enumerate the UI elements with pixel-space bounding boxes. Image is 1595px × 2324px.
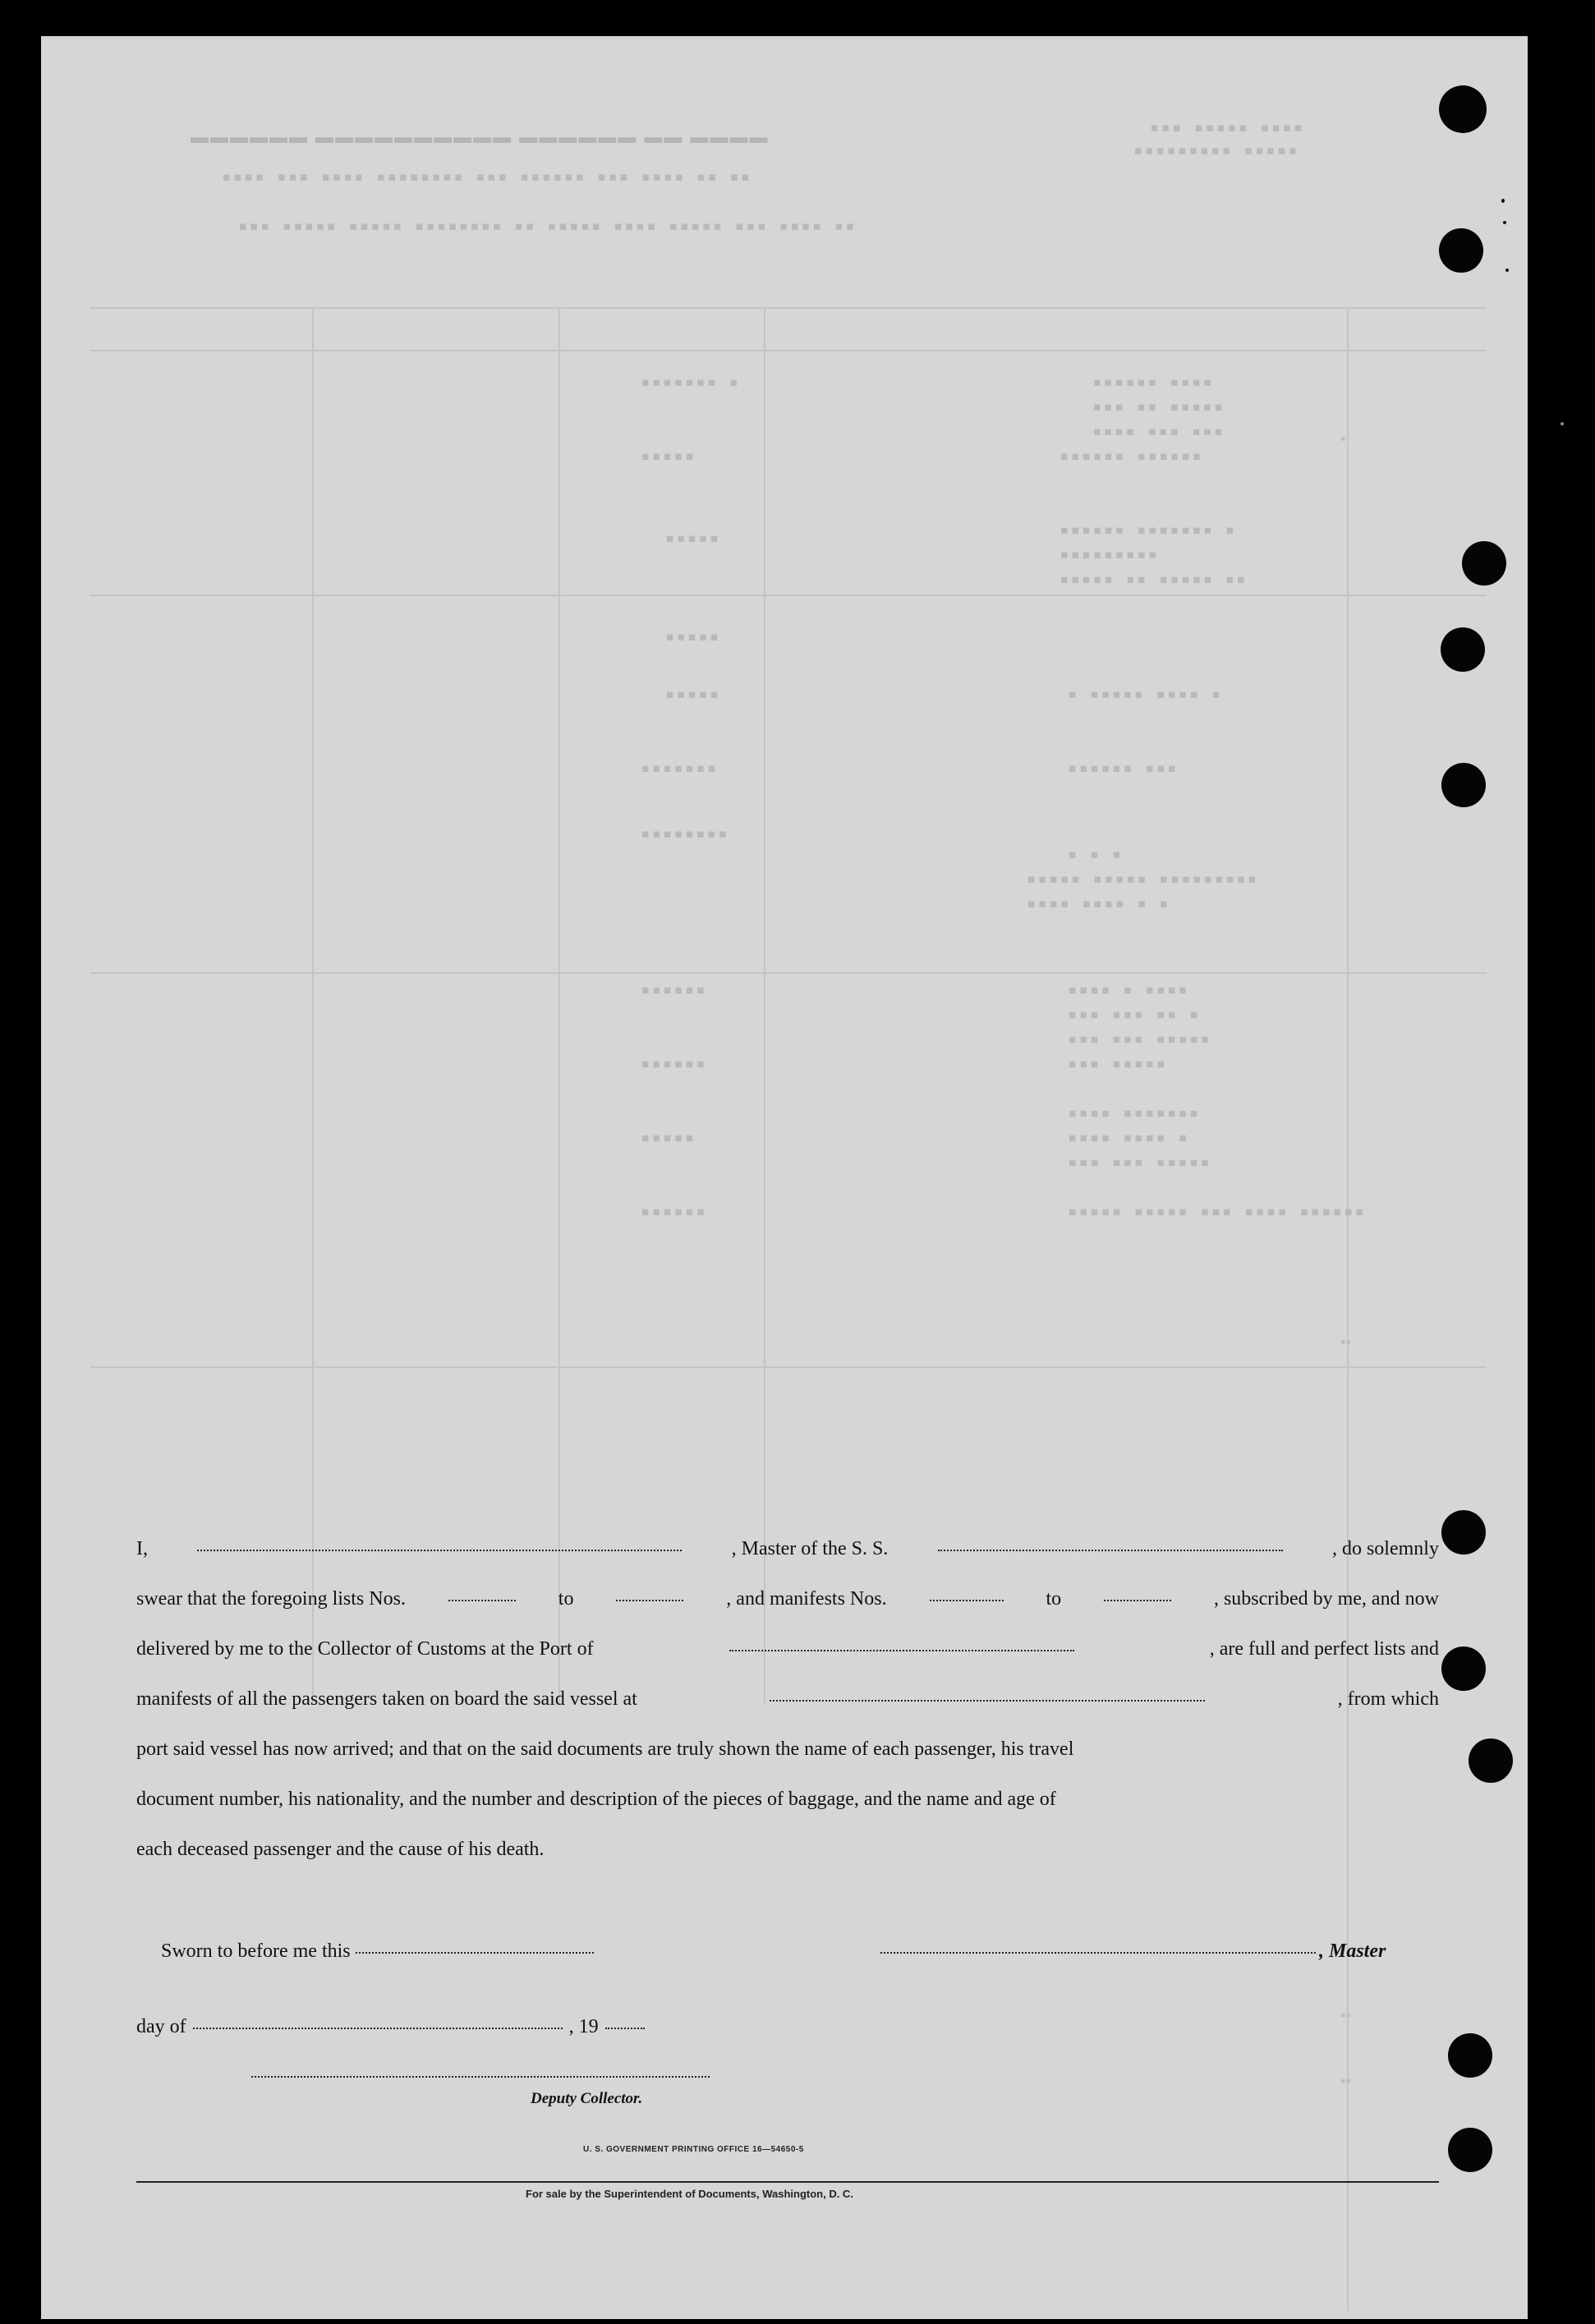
bleed-through-column <box>558 307 560 1703</box>
speck <box>1501 199 1505 203</box>
bleed-through-entry: ▪▪▪▪▪▪▪ <box>641 759 719 777</box>
bleed-through-header: ▪▪▪▪▪▪▪▪▪ ▪▪▪▪▪ <box>1133 141 1299 159</box>
oath-text: each deceased passenger and the cause of his death. <box>136 1839 545 1860</box>
oath-text: swear that the foregoing lists Nos. <box>136 1588 406 1610</box>
bleed-through-entry: ▪ ▪ ▪ <box>1068 845 1124 863</box>
bleed-through-header: ▪▪▪ ▪▪▪▪▪ ▪▪▪▪▪ ▪▪▪▪▪▪▪▪ ▪▪ ▪▪▪▪▪ ▪▪▪▪ ▪▪▪▪▪ ▪▪▪ ▪▪▪▪ ▪▪ <box>238 217 857 235</box>
oath-text: to <box>1046 1588 1062 1610</box>
bleed-through-entry: ▪▪▪▪▪ <box>665 529 721 547</box>
punch-hole <box>1469 1738 1513 1783</box>
oath-text: , do solemnly <box>1331 1538 1439 1559</box>
deputy-label: Deputy Collector. <box>531 2090 643 2107</box>
punch-hole <box>1462 541 1506 586</box>
bleed-through-entry: ▪▪▪▪▪ <box>641 447 696 465</box>
bleed-through-entry: ▪▪▪▪ ▪▪▪▪▪▪▪ <box>1068 1104 1201 1122</box>
bleed-through-rule <box>90 972 1487 974</box>
year-field[interactable] <box>605 2028 645 2029</box>
oath-line-2 <box>136 1589 1439 1609</box>
deputy-signature-field[interactable] <box>251 2076 710 2078</box>
oath-line-6 <box>136 1789 1439 1809</box>
vessel-name-field[interactable] <box>938 1550 1283 1551</box>
bleed-through-rule <box>90 1366 1487 1368</box>
sworn-date-field[interactable] <box>356 1952 594 1954</box>
oath-text: manifests of all the passengers taken on board the said vessel at <box>136 1688 637 1710</box>
bleed-through-entry: ▪▪▪▪▪ ▪▪▪▪▪ ▪▪▪ ▪▪▪▪ ▪▪▪▪▪▪ <box>1068 1202 1366 1220</box>
bleed-through-entry: ▪▪▪▪ ▪ ▪▪▪▪ <box>1068 981 1189 999</box>
footer-rule <box>136 2181 1439 2183</box>
punch-hole <box>1441 627 1485 672</box>
bleed-through-entry: ▪▪▪ ▪▪▪▪▪ <box>1068 1054 1167 1072</box>
bleed-through-entry: ▪▪▪▪▪▪ <box>641 981 707 999</box>
deputy-signature <box>251 2079 710 2106</box>
oath-text: document number, his nationality, and the number and description of the pieces of baggage, and the name and age of <box>136 1789 1056 1810</box>
punch-hole <box>1439 85 1487 133</box>
bleed-through-entry: ▪▪▪▪▪▪▪ ▪ <box>641 373 740 391</box>
bleed-through-rule <box>90 307 1487 309</box>
bleed-through-entry: ▪▪▪ ▪▪ ▪▪▪▪▪ <box>1092 397 1225 416</box>
bleed-through-entry: ▪ ▪▪▪▪▪ ▪▪▪▪ ▪ <box>1068 685 1223 703</box>
year-label: , 19 <box>568 2016 599 2037</box>
bleed-through-rule <box>90 595 1487 596</box>
punch-hole <box>1441 1647 1486 1691</box>
bleed-through-rule <box>90 350 1487 351</box>
oath-text: delivered by me to the Collector of Customs at the Port of <box>136 1638 594 1660</box>
master-signature-line <box>880 1941 1386 1961</box>
oath-line-3 <box>136 1639 1439 1659</box>
manifest-page <box>41 36 1528 2319</box>
bleed-through-entry: ▪▪▪▪▪▪ ▪▪▪▪ <box>1092 373 1214 391</box>
punch-hole <box>1448 2128 1492 2172</box>
bleed-through-entry: ▪▪▪▪▪ <box>665 627 721 645</box>
bleed-through-row-number: ▪▪ <box>1340 2007 1351 2023</box>
bleed-through-entry: ▪▪▪▪▪▪ ▪▪▪▪▪▪▪ ▪ <box>1060 521 1237 539</box>
punch-hole <box>1441 1510 1486 1555</box>
bleed-through-header: ▪▪▪ ▪▪▪▪▪ ▪▪▪▪ <box>1150 118 1305 136</box>
oath-text: I, <box>136 1538 148 1559</box>
port-field[interactable] <box>729 1650 1074 1651</box>
punch-hole <box>1439 228 1483 273</box>
lists-to-field[interactable] <box>616 1600 683 1601</box>
oath-line-5 <box>136 1739 1439 1759</box>
oath-line-7 <box>136 1839 1439 1859</box>
bleed-through-column <box>764 307 765 1703</box>
bleed-through-header: ▪▪▪▪ ▪▪▪ ▪▪▪▪ ▪▪▪▪▪▪▪▪ ▪▪▪ ▪▪▪▪▪▪ ▪▪▪ ▪▪▪▪ ▪▪ ▪▪ <box>222 168 752 186</box>
oath-text: , are full and perfect lists and <box>1209 1638 1439 1660</box>
manifests-to-field[interactable] <box>1104 1600 1171 1601</box>
bleed-through-entry: ▪▪▪ ▪▪▪ ▪▪▪▪▪ <box>1068 1030 1211 1048</box>
oath-text: to <box>558 1588 574 1610</box>
bleed-through-entry: ▪▪▪▪▪ ▪▪ ▪▪▪▪▪ ▪▪ <box>1060 570 1248 588</box>
bleed-through-entry: ▪▪▪▪▪▪▪▪ <box>641 824 729 843</box>
oath-line-4 <box>136 1689 1439 1709</box>
oath-text: , and manifests Nos. <box>726 1588 887 1610</box>
bleed-through-entry: ▪▪▪▪▪▪ ▪▪▪▪▪▪ <box>1060 447 1203 465</box>
master-name-field[interactable] <box>197 1550 682 1551</box>
bleed-through-entry: ▪▪▪▪ ▪▪▪▪ ▪ <box>1068 1128 1189 1146</box>
punch-hole <box>1448 2033 1492 2078</box>
manifests-from-field[interactable] <box>930 1600 1004 1601</box>
bleed-through-entry: ▪▪▪▪▪▪ <box>641 1054 707 1072</box>
oath-text: , subscribed by me, and now <box>1213 1588 1439 1610</box>
bleed-through-entry: ▪▪▪▪ ▪▪▪ ▪▪▪ <box>1092 422 1225 440</box>
speck <box>1505 269 1509 272</box>
speck <box>1503 221 1506 224</box>
bleed-through-title: ▬▬▬▬ ▬▬ ▬▬▬▬▬▬ ▬▬▬▬▬▬▬▬▬▬ ▬▬▬▬▬▬ <box>189 126 768 147</box>
bleed-through-entry: ▪▪▪▪▪ <box>641 1128 696 1146</box>
bleed-through-column <box>312 307 314 1703</box>
bleed-through-entry: ▪▪▪▪▪▪ ▪▪▪ <box>1068 759 1179 777</box>
bleed-through-entry: ▪▪▪ ▪▪▪ ▪▪▪▪▪ <box>1068 1153 1211 1171</box>
oath-text: port said vessel has now arrived; and that on the said documents are truly shown the name of each passenger, his travel <box>136 1738 1074 1760</box>
sworn-line <box>161 1941 594 1961</box>
day-of-label: day of <box>136 2016 186 2037</box>
bleed-through-entry: ▪▪▪▪▪▪ <box>641 1202 707 1220</box>
departure-port-field[interactable] <box>770 1700 1205 1702</box>
for-sale-notice: For sale by the Superintendent of Documents, Washington, D. C. <box>526 2188 853 2200</box>
bleed-through-entry: ▪▪▪▪ ▪▪▪▪ ▪ ▪ <box>1027 894 1170 912</box>
master-label: , Master <box>1319 1940 1386 1962</box>
oath-text: , from which <box>1337 1688 1439 1710</box>
day-of-line <box>136 2017 645 2037</box>
punch-hole <box>1441 763 1486 807</box>
bleed-through-entry: ▪▪▪▪▪ <box>665 685 721 703</box>
bleed-through-entry: ▪▪▪ ▪▪▪ ▪▪ ▪ <box>1068 1005 1201 1023</box>
bleed-through-row-number: ▪ <box>1340 430 1346 447</box>
oath-text: , Master of the S. S. <box>731 1538 889 1559</box>
bleed-through-entry: ▪▪▪▪▪ ▪▪▪▪▪ ▪▪▪▪▪▪▪▪▪ <box>1027 870 1259 888</box>
sworn-label: Sworn to before me this <box>161 1940 351 1962</box>
oath-line-1 <box>136 1539 1439 1559</box>
lists-from-field[interactable] <box>448 1600 516 1601</box>
bleed-through-row-number: ▪▪ <box>1340 2073 1351 2089</box>
bleed-through-row-number: ▪▪ <box>1340 1334 1351 1350</box>
printing-office-imprint: U. S. GOVERNMENT PRINTING OFFICE 16—54650-5 <box>583 2145 804 2154</box>
bleed-through-entry: ▪▪▪▪▪▪▪▪▪ <box>1060 545 1159 563</box>
day-of-field[interactable] <box>193 2028 563 2029</box>
speck <box>1561 422 1564 425</box>
master-signature-field[interactable] <box>880 1952 1316 1954</box>
